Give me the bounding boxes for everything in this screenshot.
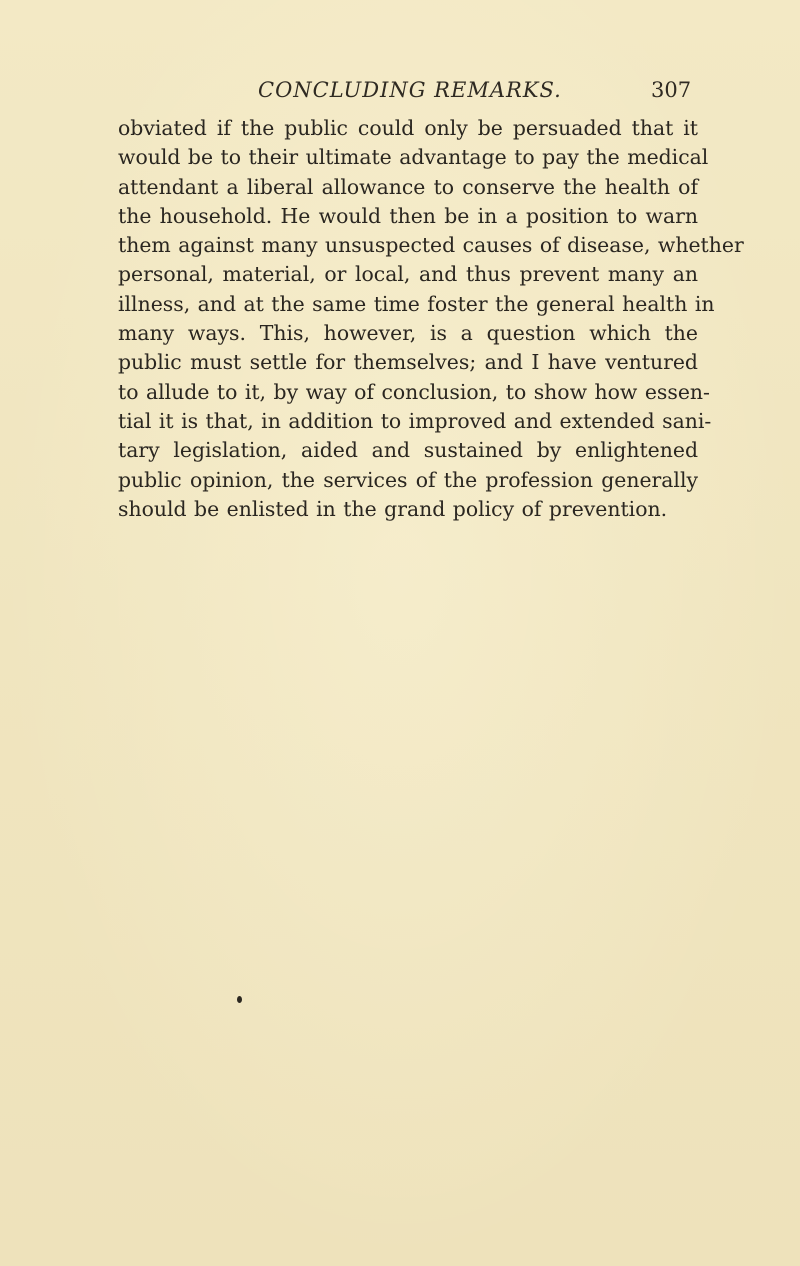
running-head-title: CONCLUDING REMARKS.	[258, 78, 562, 102]
text-line: attendant a liberal allowance to conserve the health of	[118, 174, 698, 199]
text-line: to allude to it, by way of conclusion, to show how essen-	[118, 379, 710, 404]
page-number: 307	[651, 78, 692, 102]
body-paragraph	[118, 114, 744, 524]
text-line: illness, and at the same time foster the general health in	[118, 291, 715, 316]
text-line: obviated if the public could only be persuaded that it	[118, 116, 698, 140]
text-line: tary legislation, aided and sustained by enlightened	[118, 438, 698, 463]
running-head	[0, 78, 800, 108]
text-line: public must settle for themselves; and I have ventured	[118, 350, 698, 375]
text-line: should be enlisted in the grand policy of prevention.	[118, 496, 668, 521]
text-line: would be to their ultimate advantage to pay the medical	[118, 145, 709, 170]
text-line: them against many unsuspected causes of disease, whether	[118, 233, 744, 258]
text-line: many ways. This, however, is a question which the	[118, 321, 698, 346]
text-line: public opinion, the services of the profession generally	[118, 467, 698, 492]
text-line: tial it is that, in addition to improved and extended sani-	[118, 408, 712, 433]
ink-speck	[237, 996, 242, 1003]
text-line: the household. He would then be in a position to warn	[118, 203, 698, 228]
text-line: personal, material, or local, and thus prevent many an	[118, 262, 698, 287]
